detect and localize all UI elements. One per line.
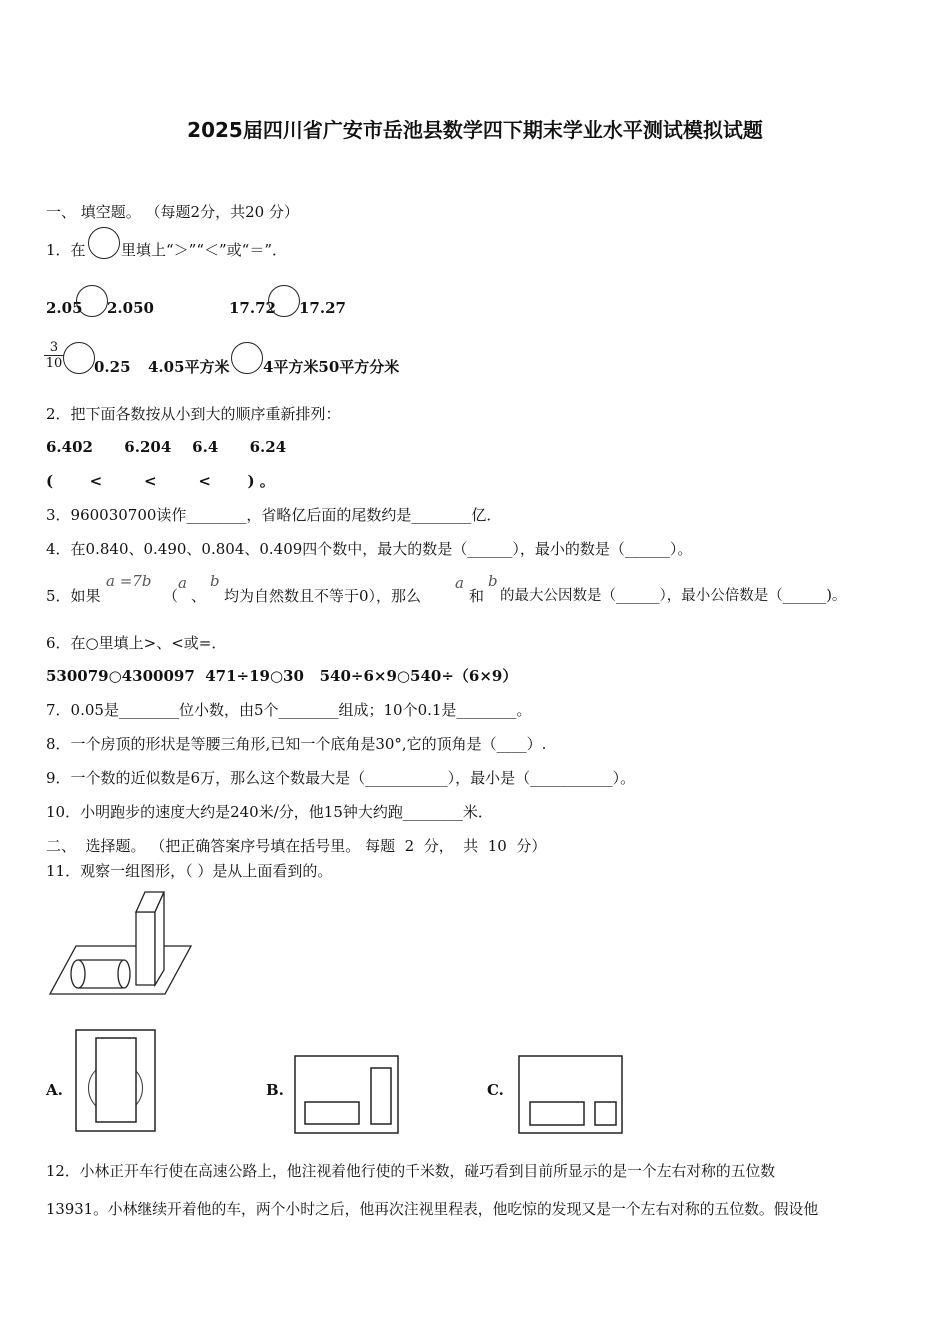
q5-paren: （ (163, 587, 179, 605)
q1a-left: 2.05 (46, 299, 83, 317)
q10-text: 10．小明跑步的速度大约是240米/分，他15钟大约跑________米． (46, 803, 493, 821)
q6-expressions: 530079○4300097 471÷19○30 540÷6×9○540÷（6×9） (46, 667, 518, 685)
q1d-left: 4.05平方米 (148, 358, 230, 376)
section-1-header: 一、 填空题。 （每题2分，共20 分） (46, 203, 299, 221)
q1c-circle[interactable] (63, 342, 95, 374)
q8-text: 8．一个房顶的形状是等腰三角形,已知一个底角是30°,它的顶角是（____）. (46, 735, 547, 753)
q5-tail: 的最大公因数是（______），最小公倍数是（______)。 (500, 588, 847, 604)
q5-mid: 均为自然数且不等于0），那么 (224, 587, 422, 605)
q1b-circle[interactable] (268, 285, 300, 317)
q11-option-a-label[interactable]: A. (46, 1081, 63, 1099)
q1d-circle[interactable] (231, 342, 263, 374)
q12-line-2: 13931。小林继续开着他的车，两个小时之后，他再次注视里程表，他吃惊的发现又是一个左右对称的五位数。假设他 (46, 1201, 819, 1218)
q2-answer: ( < < < ) 。 (46, 472, 275, 490)
q5-sep: 、 (191, 587, 207, 605)
section-2-header: 二、 选择题。 （把正确答案序号填在括号里。 每题 2 分， 共 10 分） (46, 837, 547, 855)
q3-text: 3．960030700读作________，省略亿后面的尾数约是________亿． (46, 506, 502, 524)
q5-var-b: b (210, 572, 220, 590)
q1a-circle[interactable] (76, 285, 108, 317)
q1b-right: 17.27 (299, 299, 346, 317)
q2-text: 2．把下面各数按从小到大的顺序重新排列： (46, 405, 341, 423)
q5-var-a2: a (455, 574, 464, 592)
fraction-numerator: 3 (49, 340, 59, 355)
q5-start: 5．如果 (46, 587, 101, 605)
q9-text: 9．一个数的近似数是6万，那么这个数最大是（___________），最小是（___________）。 (46, 769, 636, 787)
q5-and: 和 (469, 587, 485, 605)
q6-text: 6．在○里填上>、<或=． (46, 634, 227, 652)
q1c-fraction (44, 340, 64, 371)
q5-var-a: a (178, 574, 187, 592)
page-title: 2025届四川省广安市岳池县数学四下期末学业水平测试模拟试题 (187, 118, 763, 142)
q11-option-b-label[interactable]: B. (266, 1081, 284, 1099)
q5-var-b2: b (488, 572, 498, 590)
q4-text: 4．在0.840、0.490、0.804、0.409四个数中，最大的数是（______），最小的数是（______）。 (46, 540, 693, 558)
q1d-right: 4平方米50平方分米 (263, 358, 400, 376)
q11-option-a-figure[interactable] (75, 1029, 157, 1133)
q11-option-c-figure[interactable] (518, 1055, 624, 1135)
q12-line-1: 12．小林正开车行使在高速公路上，他注视着他行使的千米数，碰巧看到目前所显示的是一个左右对称的五位数 (46, 1163, 776, 1180)
q11-option-b-figure[interactable] (294, 1055, 400, 1135)
q2-numbers: 6.402 6.204 6.4 6.24 (46, 438, 287, 456)
q7-text: 7．0.05是________位小数，由5个________组成；10个0.1是________。 (46, 701, 532, 719)
q11-3d-figure (48, 890, 193, 1000)
q11-text: 11．观察一组图形，（ ）是从上面看到的。 (46, 862, 333, 880)
compare-circle[interactable] (88, 227, 120, 259)
q1-prefix: 1．在 (46, 241, 86, 259)
q11-option-c-label[interactable]: C. (487, 1081, 504, 1099)
fraction-denominator: 10 (45, 356, 63, 371)
q1a-right: 2.050 (107, 299, 154, 317)
q1c-right: 0.25 (94, 358, 131, 376)
q1-instruction: 里填上“＞”“＜”或“＝”． (121, 241, 288, 259)
q1b-left: 17.72 (229, 299, 276, 317)
q5-equation: a =7b (106, 572, 152, 590)
